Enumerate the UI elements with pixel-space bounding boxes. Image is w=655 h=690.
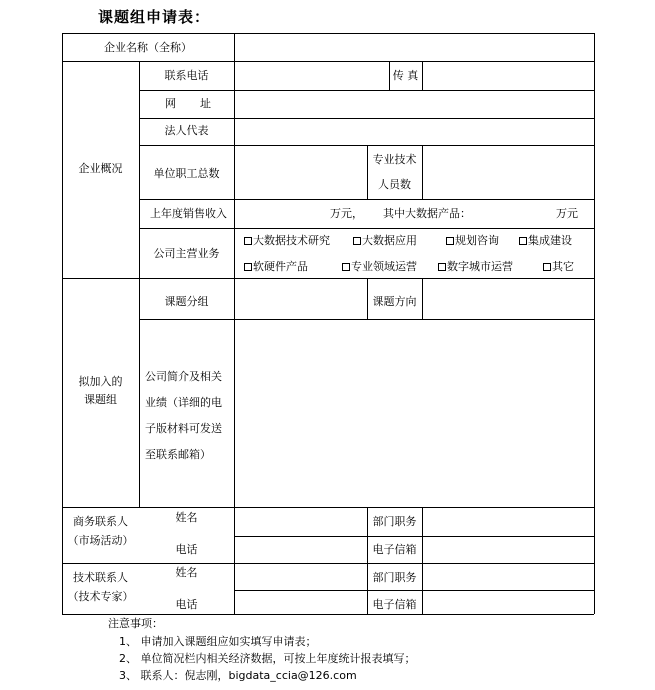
tech-contact-phone-label: 电话 [175, 598, 198, 611]
option-planning-consulting[interactable]: 规划咨询 [446, 234, 499, 248]
tech-contact-name-label: 姓名 [175, 566, 198, 579]
big-data-products-label: 其中大数据产品： [383, 207, 471, 220]
company-intro-label-line3: 子版材料可发送 [145, 422, 222, 435]
business-contact-label-line1: 商务联系人 [73, 515, 128, 528]
fax-label: 传 真 [392, 69, 419, 82]
checkbox-icon [519, 237, 527, 245]
option-big-data-application[interactable]: 大数据应用 [353, 234, 417, 248]
business-contact-email-label: 电子信箱 [372, 543, 417, 556]
notes-heading: 注意事项： [108, 617, 163, 630]
table-line [139, 228, 594, 229]
checkbox-icon [353, 237, 361, 245]
table-line [234, 536, 594, 537]
tech-contact-dept-label: 部门职务 [372, 571, 417, 584]
table-line [139, 319, 594, 320]
company-intro-label-line4: 至联系邮箱） [145, 448, 211, 461]
table-line [62, 614, 594, 615]
website-label-part1: 网 [165, 97, 176, 110]
note-item: 3、 联系人：倪志刚，bigdata_ccia@126.com [119, 669, 357, 682]
note-item: 1、 申请加入课题组应如实填写申请表； [119, 635, 317, 648]
table-line [422, 61, 423, 90]
table-line [62, 33, 594, 34]
business-contact-dept-label: 部门职务 [372, 515, 417, 528]
option-software-hardware[interactable]: 软硬件产品 [244, 260, 308, 274]
checkbox-icon [438, 263, 446, 271]
table-line [234, 590, 594, 591]
checkbox-icon [244, 237, 252, 245]
checkbox-icon [342, 263, 350, 271]
table-line [234, 278, 235, 614]
table-line [422, 507, 423, 614]
subgroup-label: 课题分组 [164, 295, 209, 308]
note-item: 2、 单位简况栏内相关经济数据，可按上年度统计报表填写； [119, 652, 416, 665]
table-line [234, 33, 235, 61]
proposed-group-label-line2: 课题组 [84, 393, 117, 406]
table-line [139, 90, 594, 91]
table-line [62, 61, 594, 62]
table-line [62, 278, 594, 279]
sales-unit-label: 万元， [330, 207, 363, 220]
tech-contact-label-line1: 技术联系人 [73, 571, 128, 584]
company-intro-label-line2: 业绩（详细的电 [145, 396, 222, 409]
option-other[interactable]: 其它 [543, 260, 574, 274]
tech-contact-label-line2: （技术专家） [67, 590, 134, 603]
business-contact-phone-label: 电话 [175, 543, 198, 556]
company-intro-label-line1: 公司简介及相关 [145, 370, 222, 383]
tech-staff-label-line1: 专业技术 [372, 153, 417, 166]
form-title: 课题组申请表： [98, 8, 211, 26]
option-digital-city-operation[interactable]: 数字城市运营 [438, 260, 513, 274]
business-contact-label-line2: （市场活动） [67, 534, 134, 547]
last-year-sales-label: 上年度销售收入 [150, 207, 227, 220]
checkbox-icon [244, 263, 252, 271]
website-label-part2: 址 [200, 97, 211, 110]
table-line [594, 33, 595, 614]
table-line [234, 61, 235, 278]
tech-contact-email-label: 电子信箱 [372, 598, 417, 611]
table-line [139, 199, 594, 200]
company-name-label: 企业名称（全称） [104, 41, 192, 54]
company-overview-label: 企业概况 [78, 162, 123, 175]
total-staff-label: 单位职工总数 [153, 167, 220, 180]
option-integration-construction[interactable]: 集成建设 [519, 234, 572, 248]
business-contact-name-label: 姓名 [175, 511, 198, 524]
option-domain-operation[interactable]: 专业领域运营 [342, 260, 417, 274]
checkbox-icon [543, 263, 551, 271]
checkbox-icon [446, 237, 454, 245]
table-line [422, 278, 423, 319]
direction-label: 课题方向 [372, 295, 417, 308]
table-line [422, 145, 423, 199]
tech-staff-label-line2: 人员数 [378, 178, 411, 191]
phone-label: 联系电话 [164, 69, 209, 82]
option-big-data-research[interactable]: 大数据技术研究 [244, 234, 330, 248]
legal-rep-label: 法人代表 [164, 124, 209, 137]
table-line [62, 507, 594, 508]
big-data-unit-label: 万元 [556, 207, 578, 220]
table-line [62, 563, 594, 564]
table-line [139, 118, 594, 119]
proposed-group-label-line1: 拟加入的 [78, 375, 123, 388]
main-business-label: 公司主营业务 [153, 247, 220, 260]
